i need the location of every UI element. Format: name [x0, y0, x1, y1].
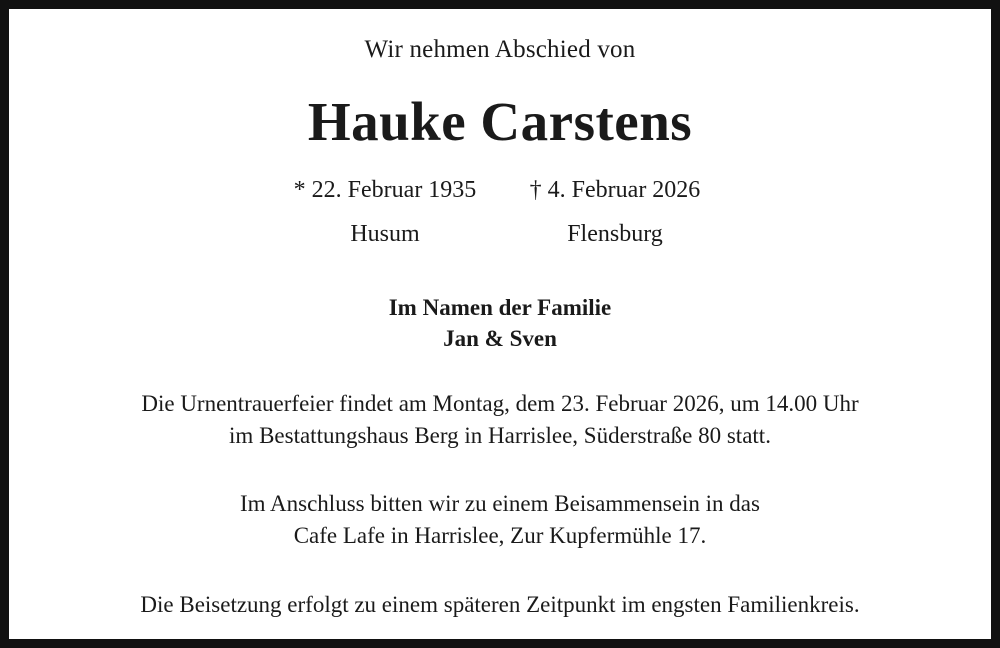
ceremony-line-2: im Bestattungshaus Berg in Harrislee, Süderstraße 80 statt.	[229, 422, 771, 448]
death-place: Flensburg	[567, 220, 663, 247]
deceased-name: Hauke Carstens	[307, 91, 693, 152]
family-signature	[43, 292, 957, 354]
intro-text: Wir nehmen Abschied von	[364, 36, 636, 63]
gathering-line-1: Im Anschluss bitten wir zu einem Beisammensein in das	[240, 491, 760, 517]
gathering-details	[43, 488, 957, 551]
ceremony-line-1: Die Urnentrauerfeier findet am Montag, dem 23. Februar 2026, um 14.00 Uhr	[141, 390, 859, 416]
birth-date: * 22. Februar 1935	[293, 176, 477, 203]
family-line-2: Jan & Sven	[443, 325, 557, 351]
obituary-content	[9, 9, 991, 639]
burial-details	[43, 589, 957, 621]
life-dates	[43, 177, 957, 204]
life-places	[43, 221, 957, 248]
family-line-1: Im Namen der Familie	[388, 294, 612, 320]
burial-line-1: Die Beisetzung erfolgt zu einem späteren Zeitpunkt im engsten Familienkreis.	[140, 591, 860, 617]
ceremony-details	[43, 388, 957, 451]
death-date: † 4. Februar 2026	[529, 176, 701, 203]
gathering-line-2: Cafe Lafe in Harrislee, Zur Kupfermühle 17.	[293, 523, 707, 549]
birth-place: Husum	[350, 220, 420, 247]
